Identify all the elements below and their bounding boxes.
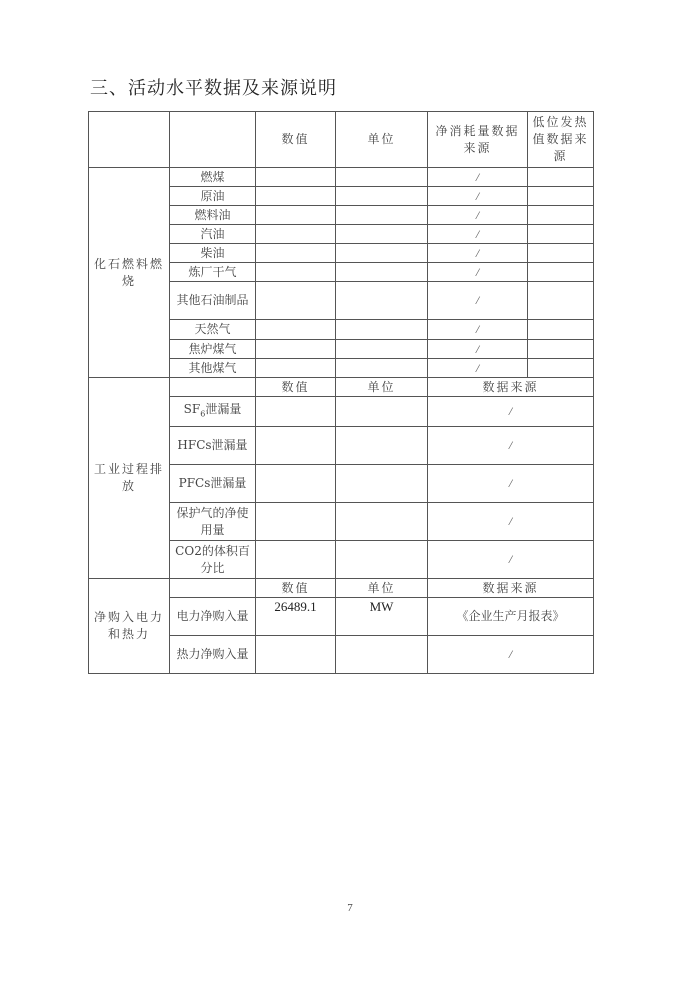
item-value (256, 503, 336, 541)
item-value: 26489.1 (256, 598, 336, 636)
item-unit: MW (336, 598, 428, 636)
activity-data-table (88, 111, 594, 674)
subheader-value: 数值 (256, 378, 336, 397)
item-value (256, 541, 336, 579)
item-value (256, 636, 336, 674)
item-name: CO2的体积百分比 (170, 541, 256, 579)
item-value (256, 225, 336, 244)
item-net-source: / (428, 244, 528, 263)
subheader-unit: 单位 (336, 579, 428, 598)
item-value (256, 397, 336, 427)
item-source: / (428, 503, 594, 541)
item-value (256, 340, 336, 359)
item-name-prefix: SF (183, 401, 201, 416)
item-name: 原油 (170, 187, 256, 206)
item-name: 电力净购入量 (170, 598, 256, 636)
item-source: / (428, 465, 594, 503)
item-value (256, 263, 336, 282)
item-net-source: / (428, 187, 528, 206)
item-net-source: / (428, 340, 528, 359)
item-unit (336, 503, 428, 541)
item-name: 炼厂干气 (170, 263, 256, 282)
table-header-row (89, 112, 594, 168)
item-unit (336, 168, 428, 187)
subheader-value: 数值 (256, 579, 336, 598)
item-lhv-source (528, 187, 594, 206)
table-subheader-row (89, 378, 594, 397)
item-name (170, 397, 256, 427)
item-unit (336, 541, 428, 579)
item-name: 焦炉煤气 (170, 340, 256, 359)
table-row (89, 168, 594, 187)
item-value (256, 206, 336, 225)
item-name: 燃煤 (170, 168, 256, 187)
item-unit (336, 636, 428, 674)
item-name: HFCs泄漏量 (170, 427, 256, 465)
header-net-source: 净消耗量数据来源 (428, 112, 528, 168)
item-unit (336, 340, 428, 359)
item-value (256, 465, 336, 503)
item-source: / (428, 397, 594, 427)
item-unit (336, 397, 428, 427)
item-lhv-source (528, 340, 594, 359)
item-unit (336, 320, 428, 340)
item-value (256, 359, 336, 378)
subheader-source: 数据来源 (428, 579, 594, 598)
item-lhv-source (528, 225, 594, 244)
item-name: 保护气的净使用量 (170, 503, 256, 541)
item-source: 《企业生产月报表》 (428, 598, 594, 636)
item-value (256, 427, 336, 465)
header-empty-category (89, 112, 170, 168)
item-net-source: / (428, 359, 528, 378)
item-name: 燃料油 (170, 206, 256, 225)
subheader-empty-item (170, 378, 256, 397)
item-net-source: / (428, 320, 528, 340)
item-source: / (428, 541, 594, 579)
item-lhv-source (528, 359, 594, 378)
item-net-source: / (428, 225, 528, 244)
item-source: / (428, 636, 594, 674)
header-unit: 单位 (336, 112, 428, 168)
header-lhv-source: 低位发热值数据来源 (528, 112, 594, 168)
item-unit (336, 225, 428, 244)
item-name-suffix: 泄漏量 (205, 401, 242, 416)
header-value: 数值 (256, 112, 336, 168)
item-lhv-source (528, 168, 594, 187)
item-value (256, 187, 336, 206)
category-purchased-power-heat: 净购入电力和热力 (89, 579, 170, 674)
item-lhv-source (528, 206, 594, 225)
table-subheader-row (89, 579, 594, 598)
item-lhv-source (528, 244, 594, 263)
item-net-source: / (428, 168, 528, 187)
item-name: 柴油 (170, 244, 256, 263)
item-name: 其他煤气 (170, 359, 256, 378)
item-net-source: / (428, 282, 528, 320)
header-empty-item (170, 112, 256, 168)
item-name: 天然气 (170, 320, 256, 340)
subheader-empty-item (170, 579, 256, 598)
item-lhv-source (528, 282, 594, 320)
item-name: 热力净购入量 (170, 636, 256, 674)
category-fossil-fuel: 化石燃料燃烧 (89, 168, 170, 378)
section-title: 三、活动水平数据及来源说明 (90, 78, 337, 99)
item-net-source: / (428, 206, 528, 225)
subheader-unit: 单位 (336, 378, 428, 397)
item-unit (336, 187, 428, 206)
item-value (256, 168, 336, 187)
item-value (256, 320, 336, 340)
page-number: 7 (347, 902, 353, 914)
item-source: / (428, 427, 594, 465)
item-unit (336, 427, 428, 465)
item-name: PFCs泄漏量 (170, 465, 256, 503)
item-unit (336, 206, 428, 225)
subheader-source: 数据来源 (428, 378, 594, 397)
item-unit (336, 282, 428, 320)
item-name-subscript: 6 (200, 409, 206, 419)
item-name: 汽油 (170, 225, 256, 244)
item-unit (336, 465, 428, 503)
item-unit (336, 263, 428, 282)
item-name: 其他石油制品 (170, 282, 256, 320)
item-net-source: / (428, 263, 528, 282)
item-unit (336, 244, 428, 263)
item-lhv-source (528, 263, 594, 282)
item-value (256, 282, 336, 320)
category-industrial-process: 工业过程排放 (89, 378, 170, 579)
item-lhv-source (528, 320, 594, 340)
item-unit (336, 359, 428, 378)
item-value (256, 244, 336, 263)
